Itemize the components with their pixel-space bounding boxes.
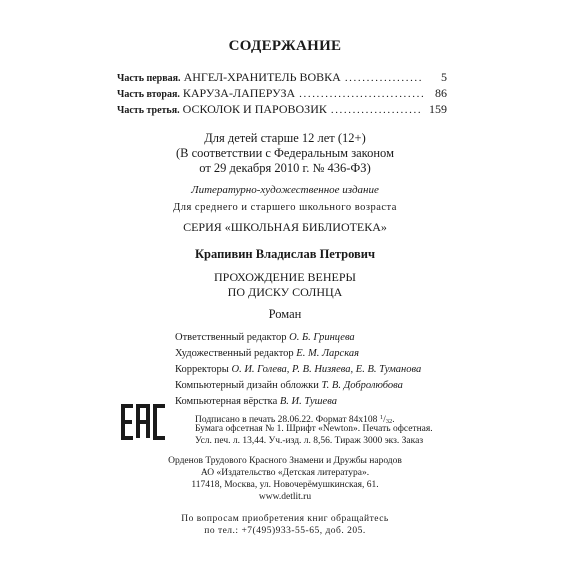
credit-role: Художественный редактор [175,348,294,359]
format-numerator: 1 [379,414,384,421]
imprint-sheets-line: Усл. печ. л. 13,44. Уч.-изд. л. 8,56. Тираж 3000 экз. Заказ [195,436,424,446]
toc-leader-dots [331,104,423,116]
publisher-name: АО «Издательство «Детская литература». [200,468,370,478]
toc-part-label: Часть третья. [117,105,180,116]
toc-part-label: Часть вторая. [117,89,180,100]
imprint-line-end: . [392,415,395,425]
audience-note: Для среднего и старшего школьного возраста [173,202,397,213]
publisher-address: 117418, Москва, ул. Новочерёмушкинская, 61. [191,480,379,490]
contact-phone: по тел.: +7(495)933-55-65, доб. 205. [204,526,366,536]
toc-chapter-name: КАРУЗА-ЛАПЕРУЗА [182,86,296,100]
contact-note: По вопросам приобретения книг обращайтесь [181,514,389,524]
credit-role: Ответственный редактор [175,332,287,343]
toc-entry[interactable] [117,86,447,102]
edition-genre: Литературно-художественное издание [191,184,379,196]
age-rating-law-line: (В соответствии с Федеральным законом [176,146,394,160]
credit-names: В. И. Тушева [279,396,337,407]
credit-line [175,362,421,378]
book-genre: Роман [268,307,302,321]
series-name: СЕРИЯ «ШКОЛЬНАЯ БИБЛИОТЕКА» [183,220,387,234]
imprint-line: Подписано в печать 28.06.22. Формат 84x108 $^1/_{32}$. [195,414,395,425]
toc-chapter-name: ОСКОЛОК И ПАРОВОЗИК [182,102,327,116]
toc-entry[interactable] [117,70,447,86]
toc-leader-dots [345,72,423,84]
age-rating-line: Для детей старше 12 лет (12+) [204,131,366,145]
credit-line [175,330,355,346]
credit-names: Т. В. Добролюбова [321,380,403,391]
imprint-sign-date: Подписано в печать 28.06.22. Формат 84x108 [195,415,378,425]
toc-page-number: 86 [435,86,447,100]
toc-title: СОДЕРЖАНИЕ [228,38,342,54]
format-denominator: 32 [385,418,393,425]
book-title-line1: ПРОХОЖДЕНИЕ ВЕНЕРЫ [213,270,357,284]
toc-part-label: Часть первая. [117,73,181,84]
toc-page-number: 159 [429,102,447,116]
publisher-orders: Орденов Трудового Красного Знамени и Дружбы народов [168,456,402,466]
toc-chapter-name: АНГЕЛ-ХРАНИТЕЛЬ ВОВКА [183,70,341,84]
credit-role: Корректоры [175,364,229,375]
credit-names: О. И. Голева, Р. В. Низяева, Е. В. Туманова [231,364,422,375]
toc-leader-dots [299,88,423,100]
book-title-line2: ПО ДИСКУ СОЛНЦА [227,285,343,299]
toc-entry[interactable] [117,102,447,118]
credit-role: Компьютерная вёрстка [175,396,278,407]
credit-names: О. Б. Гринцева [289,332,355,343]
age-rating-date-line: от 29 декабря 2010 г. № 436-ФЗ) [199,161,371,175]
imprint-paper-line: Бумага офсетная № 1. Шрифт «Newton». Печать офсетная. [195,424,433,434]
credit-names: Е. М. Ларская [296,348,359,359]
author-name: Крапивин Владислав Петрович [194,247,376,261]
credit-role: Компьютерный дизайн обложки [175,380,319,391]
credit-line [175,346,359,362]
eac-mark-icon [120,403,170,441]
publisher-website-link[interactable]: www.detlit.ru [258,492,312,502]
credit-line [175,378,403,394]
credit-line [175,394,337,410]
toc-page-number: 5 [441,70,447,84]
